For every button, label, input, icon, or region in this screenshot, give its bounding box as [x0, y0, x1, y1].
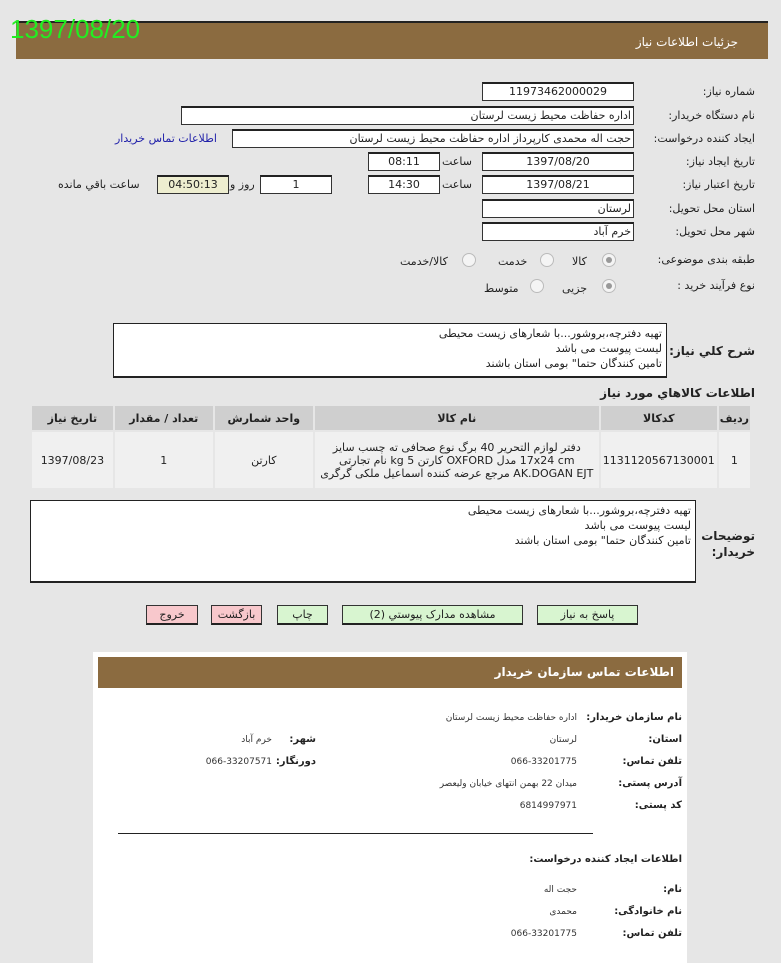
cell-code: 1131120567130001 — [600, 431, 718, 489]
contact-panel-header — [98, 657, 682, 688]
exit-button[interactable]: خروج — [146, 605, 198, 625]
created-date-label: تاریخ ایجاد نیاز: — [685, 155, 755, 168]
buyer-notes-textarea[interactable] — [30, 500, 696, 583]
family-label: نام خانوادگی: — [614, 906, 682, 917]
valid-date-field[interactable]: 1397/08/21 — [482, 175, 634, 194]
org-value: اداره حفاظت محیط زیست لرستان — [445, 713, 577, 723]
desc-line: تهیه دفترچه،بروشور...با شعارهای زیست محیطی — [438, 327, 662, 340]
valid-date-label: تاریخ اعتبار نیاز: — [682, 178, 755, 191]
radio-minor-label: جزیی — [562, 282, 588, 295]
days-label: روز و — [230, 178, 255, 191]
radio-medium[interactable] — [530, 279, 544, 293]
contact-panel — [93, 652, 687, 963]
buyer-org-label: نام دستگاه خریدار: — [668, 109, 755, 122]
postal-label: کد پستی: — [634, 800, 682, 811]
buyer-notes-label: توضیحات خریدار: — [701, 529, 755, 559]
province-label: استان: — [648, 734, 682, 745]
address-value: میدان 22 بهمن انتهای خیابان ولیعصر — [439, 779, 577, 789]
goods-table — [30, 404, 752, 490]
created-date-field[interactable]: 1397/08/20 — [482, 152, 634, 171]
fax-label: دورنگار: — [275, 756, 316, 767]
remaining-label: ساعت باقي مانده — [58, 178, 140, 191]
name-value: حجت اله — [543, 885, 577, 895]
province-label: استان محل تحویل: — [668, 202, 755, 215]
cell-date: 1397/08/23 — [31, 431, 114, 489]
radio-service-label: خدمت — [498, 255, 528, 268]
creator-label: ایجاد کننده درخواست: — [653, 132, 755, 145]
desc-line: لیست پیوست می باشد — [555, 342, 662, 355]
org-label: نام سازمان خریدار: — [586, 712, 682, 723]
description-textarea[interactable] — [113, 323, 667, 378]
phone-label: تلفن تماس: — [622, 756, 682, 767]
creator-phone-value: 066-33201775 — [510, 929, 577, 939]
cell-name: دفتر لوازم التحریر 40 برگ نوع صحافی ته چسب سایز 17x24 cm مدل OXFORD کارتن 5 kg نام تجارتی AK.DOGAN EJT مرجع عرضه کننده اسماعیل ملکی گرگری — [314, 431, 600, 489]
radio-medium-label: متوسط — [484, 282, 519, 295]
table-row — [31, 431, 751, 489]
city-field[interactable]: خرم آباد — [482, 222, 634, 241]
buyer-org-field[interactable]: اداره حفاظت محیط زیست لرستان — [181, 106, 634, 125]
created-time-label: ساعت — [442, 155, 472, 168]
city-label: شهر: — [289, 734, 316, 745]
need-number-label: شماره نیاز: — [702, 85, 755, 98]
back-button[interactable]: بازگشت — [211, 605, 262, 625]
province-field[interactable]: لرستان — [482, 199, 634, 218]
date-stamp: 1397/08/20 — [10, 14, 141, 44]
created-time-field[interactable]: 08:11 — [368, 152, 440, 171]
contact-title: اطلاعات تماس سازمان خریدار — [494, 665, 674, 679]
radio-goods-service[interactable] — [462, 253, 476, 267]
col-name: نام کالا — [314, 405, 600, 431]
desc-line: تامین کنندگان حتما" بومی استان باشند — [485, 357, 662, 370]
notes-line: تامین کنندگان حتما" بومی استان باشند — [514, 534, 691, 547]
notes-line: تهیه دفترچه،بروشور...با شعارهای زیست محیطی — [467, 504, 691, 517]
name-label: نام: — [663, 884, 682, 895]
fax-value: 066-33207571 — [205, 757, 272, 767]
radio-goods-label: کالا — [572, 255, 587, 268]
valid-time-label: ساعت — [442, 178, 472, 191]
cell-qty: 1 — [114, 431, 214, 489]
reply-button[interactable]: پاسخ به نیاز — [537, 605, 638, 625]
need-number-field[interactable]: 11973462000029 — [482, 82, 634, 101]
col-unit: واحد شمارش — [214, 405, 314, 431]
days-field[interactable]: 1 — [260, 175, 332, 194]
remaining-time-field: 04:50:13 — [157, 175, 229, 194]
creator-field[interactable]: حجت اله محمدی کارپرداز اداره حفاظت محیط زیست لرستان — [232, 129, 634, 148]
description-label: شرح کلي نياز: — [669, 344, 755, 358]
divider — [118, 833, 593, 834]
province-value: لرستان — [549, 735, 577, 745]
page-title: جزئیات اطلاعات نیاز — [635, 35, 738, 49]
valid-time-field[interactable]: 14:30 — [368, 175, 440, 194]
radio-minor[interactable] — [602, 279, 616, 293]
radio-goods[interactable] — [602, 253, 616, 267]
buyer-contact-link[interactable]: اطلاعات تماس خریدار — [115, 132, 217, 145]
phone-value: 066-33201775 — [510, 757, 577, 767]
process-label: نوع فرآیند خرید : — [677, 279, 755, 292]
category-label: طبقه بندی موضوعی: — [657, 253, 755, 266]
cell-unit: کارتن — [214, 431, 314, 489]
print-button[interactable]: چاپ — [277, 605, 328, 625]
col-date: تاریخ نیاز — [31, 405, 114, 431]
postal-value: 6814997971 — [519, 801, 577, 811]
col-qty: تعداد / مقدار — [114, 405, 214, 431]
city-label: شهر محل تحویل: — [675, 225, 755, 238]
attachments-button[interactable]: مشاهده مدارک پیوستي (2) — [342, 605, 523, 625]
radio-goods-service-label: کالا/خدمت — [400, 255, 448, 268]
city-value: خرم آباد — [241, 735, 272, 745]
radio-service[interactable] — [540, 253, 554, 267]
creator-section-title: اطلاعات ایجاد کننده درخواست: — [529, 854, 682, 865]
table-header — [31, 405, 751, 431]
address-label: آدرس پستی: — [618, 778, 682, 789]
notes-line: لیست پیوست می باشد — [584, 519, 691, 532]
family-value: محمدی — [549, 907, 577, 917]
goods-section-title: اطلاعات کالاهاي مورد نياز — [600, 386, 755, 400]
creator-phone-label: تلفن تماس: — [622, 928, 682, 939]
col-row: رديف — [718, 405, 751, 431]
col-code: کدکالا — [600, 405, 718, 431]
cell-row: 1 — [718, 431, 751, 489]
